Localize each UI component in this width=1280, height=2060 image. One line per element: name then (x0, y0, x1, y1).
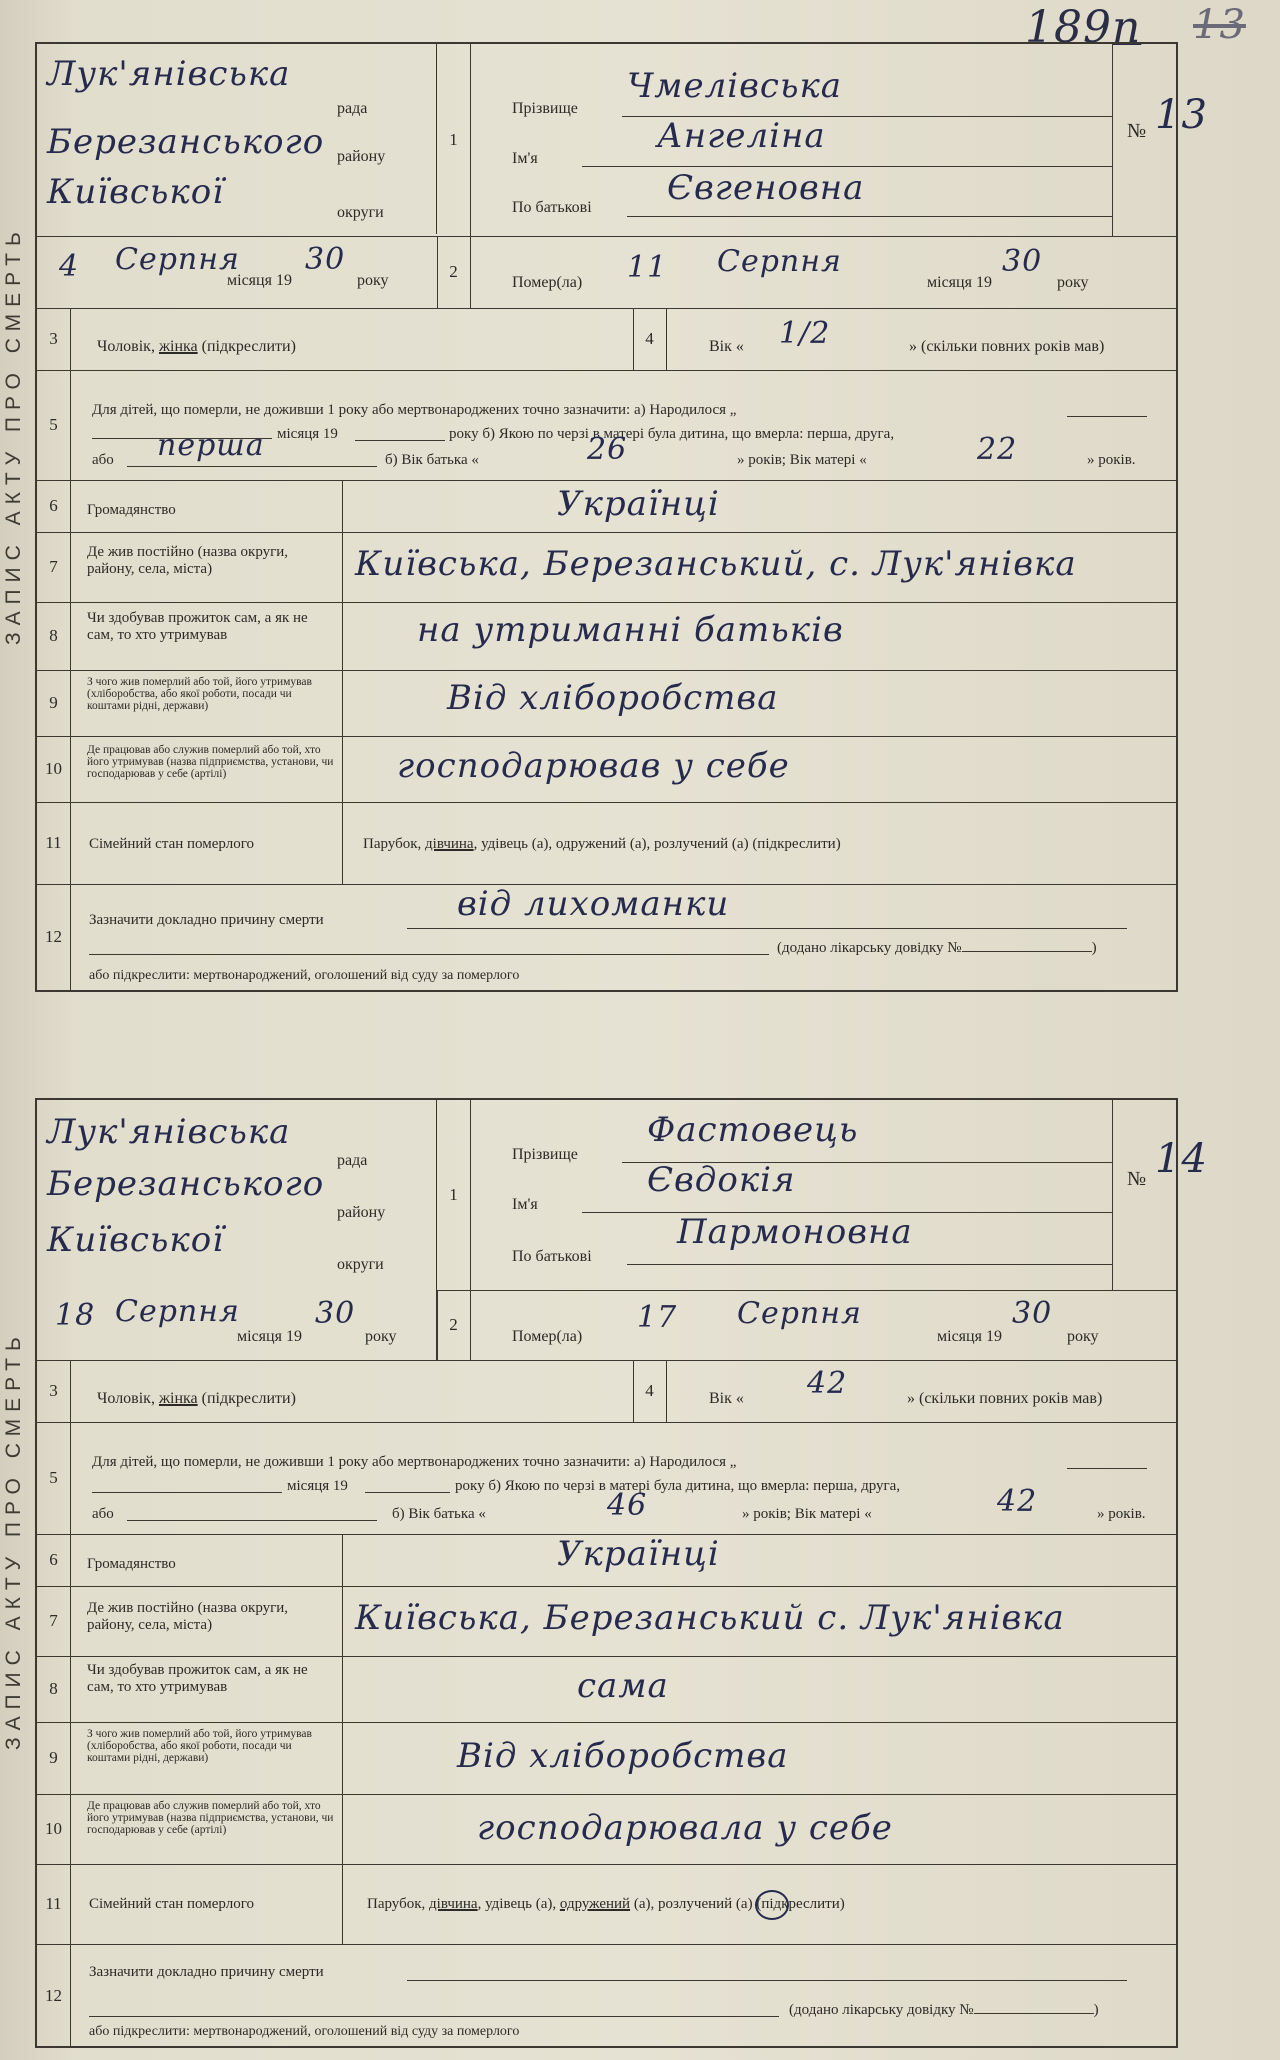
raion-value: Березанського (47, 122, 325, 162)
death-month: Серпня (717, 244, 842, 279)
death-label: Помер(ла) (512, 274, 583, 291)
reg-month: Серпня (115, 242, 240, 277)
work-value: господарювала у себе (477, 1808, 893, 1848)
age-suffix: » (скільки повних років мав) (909, 338, 1105, 355)
patronymic-value: Євгеновна (667, 168, 865, 208)
reg-day: 18 (55, 1298, 96, 1333)
okruha-value: Київської (47, 172, 225, 212)
death-day: 11 (627, 250, 668, 285)
name-label: Ім'я (512, 150, 538, 167)
support-label: Чи здобував прожиток сам, а як не сам, то хто утримував (87, 610, 308, 643)
surname-value: Фастовець (647, 1110, 859, 1150)
cause-label: Зазначити докладно причину смерти (89, 912, 324, 928)
child-order: перша (157, 428, 265, 463)
death-year: 30 (1002, 244, 1043, 279)
death-year: 30 (1012, 1296, 1053, 1331)
reg-year-label: року (357, 272, 389, 289)
patronymic-label: По батькові (512, 199, 592, 216)
residence-value: Київська, Березанський, с. Лук'янівка (355, 544, 1077, 584)
cause-value: від лихоманки (457, 884, 730, 924)
work-value: господарював у себе (397, 746, 790, 786)
work-label: Де працював або служив померлий або той, хто його утримував (назва підприємства, установи, чи господарював у себе (артілі) (87, 744, 334, 780)
death-record: Лук'янівська рада Березанського району Київської округи 1 Прізвище Чмелівська Ім'я Ангеліна По батькові Євгеновна № 13 4 Серпня місяця 19 30 року 2 Помер(ла) 11 Серпня місяця 19 30 року 3 Чоловік, жінка (підкреслити) 4 Вік « 1/2 » (скільки повних років мав) 5 Для дітей, що померли, не доживши 1 року або мертвонароджених точно зазначити: а) Народилося „ місяця 19 року б) Якою по черзі в матері була дитина, що вмерла: перша, друга, або перша б) Вік батька « 26 » років; Вік матері « 22 » років. 6 Громадянство Українці 7 Де жив постійно (назва округи, району, села, міста) Київська, Березанський, с. Лук'янівка 8 Чи здобував прожиток сам, а як не сам, то хто утримував на утриманні батьків 9 З чого жив померлий або той, його утримував (хліборобства, або якої роботи, посади чи коштами рідні, держави) Від хліборобства 10 Де працював або служив померлий або той, хто його утримував (назва підприємства, установи, чи господарював у себе (артілі) господарював у себе 11 Сімейний стан померлого Парубок, дівчина, удівець (а), одружений (а), розлучений (а) (підкреслити) 12 Зазначити докладно причину смерти від лихоманки (додано лікарську довідку № ) або підкреслити: мертвонароджений, оголошений від суду за померлого (35, 42, 1178, 992)
circle-mark (755, 1890, 789, 1920)
row-number: 1 (437, 44, 471, 236)
record-number: 13 (1155, 92, 1208, 138)
age-label: Вік « (709, 338, 744, 355)
stillborn-label: або підкреслити: мертвонароджений, оголошений від суду за померлого (89, 968, 520, 983)
citizenship-value: Українці (557, 484, 720, 524)
death-day: 17 (637, 1300, 678, 1335)
reg-month: Серпня (115, 1294, 240, 1329)
age-value: 42 (807, 1366, 848, 1401)
certificate-label: (додано лікарську довідку № ) (777, 940, 1097, 956)
struck-number: 13 (1193, 2, 1246, 48)
livelihood-value: Від хліборобства (447, 678, 779, 718)
father-age: 26 (587, 432, 628, 467)
rada-label: рада (337, 100, 368, 117)
support-value: на утриманні батьків (417, 610, 844, 650)
okruha-label: округи (337, 204, 384, 221)
citizenship-value: Українці (557, 1534, 720, 1574)
children-label-2: року б) Якою по черзі в матері була дитина, що вмерла: перша, друга, (449, 426, 895, 442)
mother-age: 42 (997, 1484, 1038, 1519)
children-label-1: Для дітей, що померли, не доживши 1 року або мертвонароджених точно зазначити: а) Народилося „ (92, 402, 737, 418)
death-record: Лук'янівська рада Березанського району Київської округи 1 Прізвище Фастовець Ім'я Євдокія По батькові Пармоновна № 14 18 Серпня місяця 19 30 року 2 Помер(ла) 17 Серпня місяця 19 30 року 3 Чоловік, жінка (підкреслити) 4 Вік « 42 » (скільки повних років мав) 5 Для дітей, що померли, не доживши 1 року або мертвонароджених точно зазначити: а) Народилося „ місяця 19 року б) Якою по черзі в матері була дитина, що вмерла: перша, друга, або б) Вік батька « 46 » років; Вік матері « 42 » років. 6 Громадянство Українці 7 Де жив постійно (назва округи, району, села, міста) Київська, Березанський с. Лук'янівка 8 Чи здобував прожиток сам, а як не сам, то хто утримував сама 9 З чого жив померлий або той, його утримував (хліборобства, або якої роботи, посади чи коштами рідні, держави) Від хліборобства 10 Де працював або служив померлий або той, хто його утримував (назва підприємства, установи, чи господарював у себе (артілі) господарювала у себе 11 Сімейний стан померлого Парубок, дівчина, удівець (а), одружений (а), розлучений (а) (підкреслити) 12 Зазначити докладно причину смерти (додано лікарську довідку № ) або підкреслити: мертвонароджений, оголошений від суду за померлого (35, 1098, 1178, 2048)
marital-label: Сімейний стан померлого (89, 836, 254, 852)
surname-value: Чмелівська (627, 66, 843, 106)
reg-year: 30 (315, 1296, 356, 1331)
marital-options: Парубок, дівчина, удівець (а), одружений (а), розлучений (а) (підкреслити) (363, 836, 841, 852)
name-value: Ангеліна (657, 116, 826, 156)
rada-value: Лук'янівська (47, 1112, 291, 1152)
age-value: 1/2 (779, 316, 831, 351)
name-value: Євдокія (647, 1160, 796, 1200)
death-month: Серпня (737, 1296, 862, 1331)
residence-label: Де жив постійно (назва округи, району, села, міста) (87, 544, 289, 577)
father-age: 46 (607, 1488, 648, 1523)
residence-value: Київська, Березанський с. Лук'янівка (355, 1598, 1065, 1638)
raion-label: району (337, 148, 386, 165)
raion-value: Березанського (47, 1164, 325, 1204)
okruha-value: Київської (47, 1220, 225, 1260)
side-label: ЗАПИС АКТУ ПРО СМЕРТЬ (2, 225, 25, 645)
rada-value: Лук'янівська (47, 54, 291, 94)
reg-day: 4 (59, 249, 80, 284)
mother-age: 22 (977, 432, 1018, 467)
gender-label: Чоловік, жінка (підкреслити) (97, 338, 296, 355)
citizenship-label: Громадянство (87, 502, 176, 518)
support-value: сама (577, 1666, 669, 1706)
livelihood-label: З чого жив померлий або той, його утримував (хліборобства, або якої роботи, посади чи коштами рідні, держави) (87, 676, 312, 712)
surname-label: Прізвище (512, 100, 578, 117)
page-number: 189п 13 (1025, 2, 1246, 53)
reg-month-label: місяця 19 (227, 272, 292, 289)
record-number: 14 (1155, 1136, 1208, 1182)
livelihood-value: Від хліборобства (457, 1736, 789, 1776)
patronymic-value: Пармоновна (677, 1212, 913, 1252)
reg-year: 30 (305, 242, 346, 277)
number-label: № (1127, 120, 1147, 142)
